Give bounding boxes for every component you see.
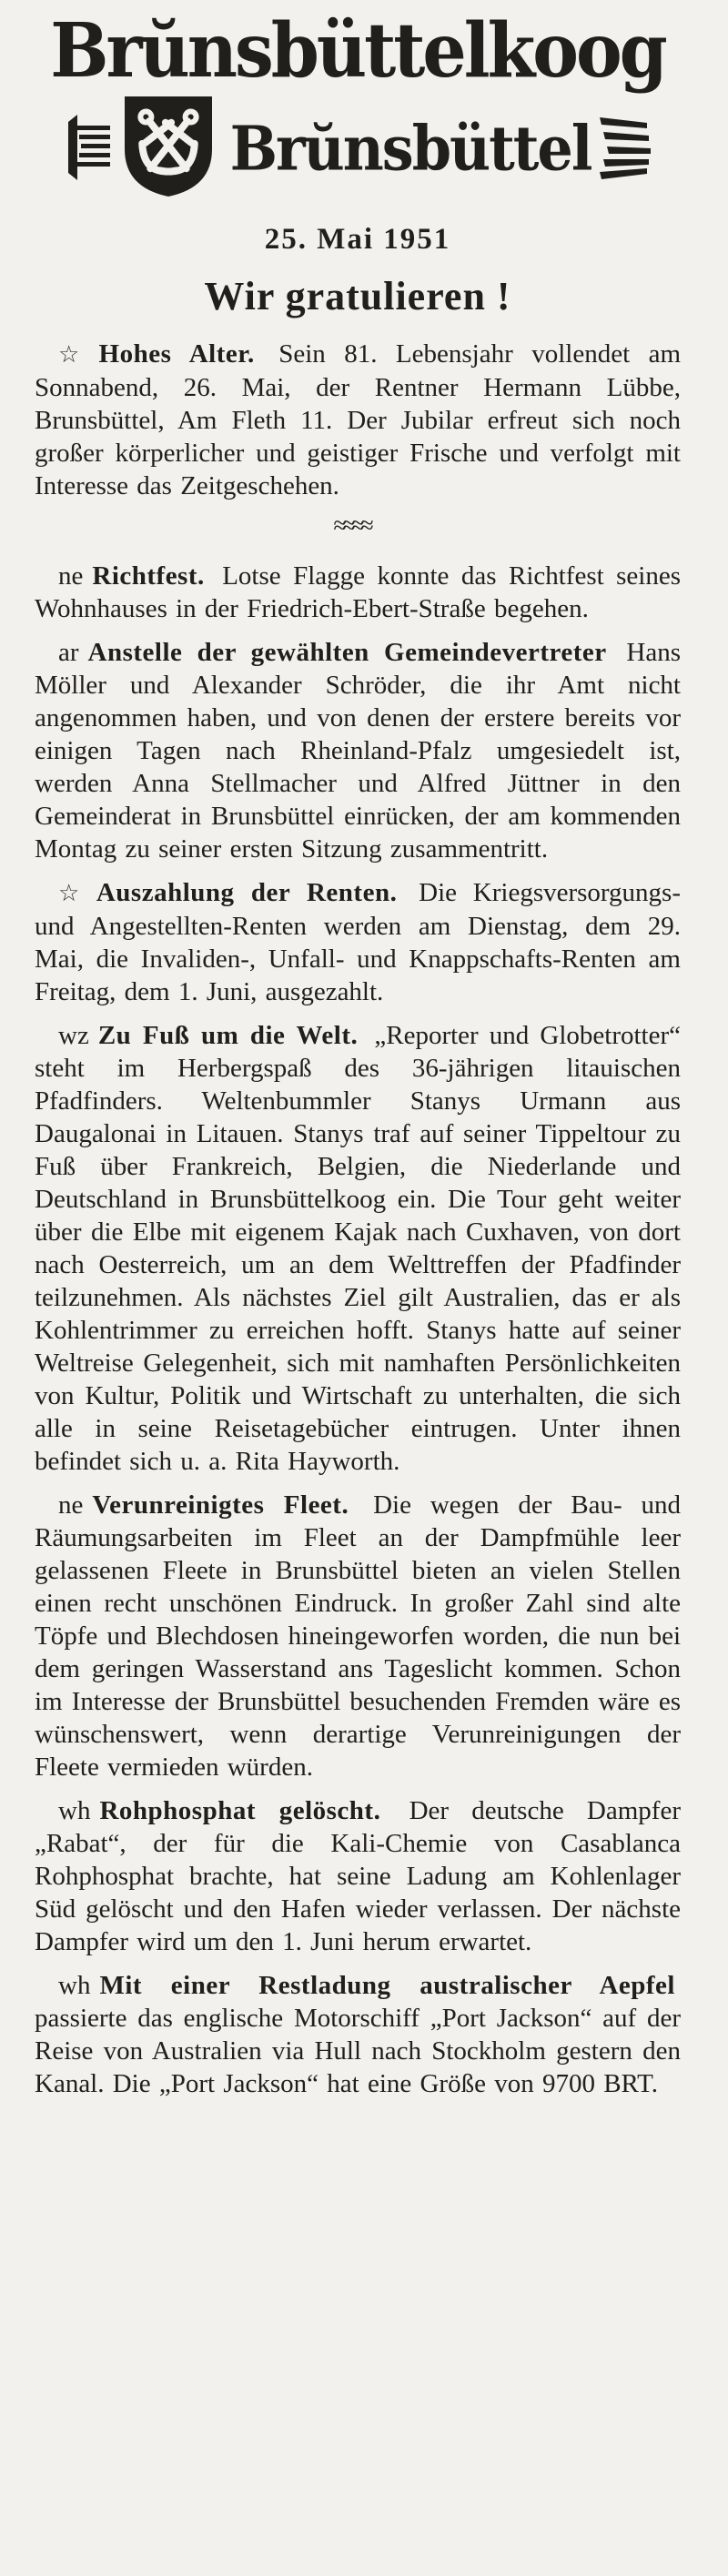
speed-lines-left-icon [65,106,112,192]
correspondent-marker: wh [58,1796,91,1826]
article-lead: Zu Fuß um die Welt. [97,1021,359,1051]
article-lead: Auszahlung der Renten. [96,878,398,908]
article-port-jackson [35,1969,681,2100]
masthead-row2 [35,91,681,207]
article-zu-fuss-um-die-welt [35,1019,681,1478]
article-body: Lotse Flagge konnte das Richtfest seines Wohnhauses in der Friedrich-Ebert-Straße begehen. [35,561,681,624]
masthead-subtitle: Brŭnsbüttel [229,113,592,186]
shield-crossed-anchors-icon [117,91,219,207]
article-lead: Rohphosphat gelöscht. [99,1796,381,1826]
star-marker-icon: ☆ [58,341,90,369]
article-hohes-alter [35,338,681,502]
article-body: Hans Möller und Alexander Schröder, die ihr Amt nicht angenommen haben, und von denen der erstere bereits vor einigen Tagen nach Rheinland-Pfalz umgesiedelt ist, werden Anna Stellmacher und Alfred Jüttner in den Gemeinderat in Brunsbüttel einrücken, der am kommenden Montag zu seiner ersten Sitzung zusammentritt. [35,638,681,864]
article-lead: Richtfest. [92,561,205,591]
squiggle-separator-icon: ≈≈≈≈ [333,511,369,540]
article-rohphosphat [35,1794,681,1958]
article-body: Der deutsche Dampfer „Rabat“, der für die Kali-Chemie von Casablanca Rohphosphat brachte, hat seine Ladung am Kohlenlager Süd gelöscht und den Hafen wieder verlassen. Der nächste Dampfer wird um den 1. Juni herum erwartet. [35,1796,681,1957]
correspondent-marker: wh [58,1971,91,2001]
article-body: passierte das englische Motorschiff „Port Jackson“ auf der Reise von Australien via Hull nach Stockholm gestern den Kanal. Die „Port Jackson“ hat eine Größe von 9700 BRT. [35,2004,681,2099]
article-richtfest [35,560,681,625]
correspondent-marker: ar [58,638,79,668]
article-lead: Verunreinigtes Fleet. [92,1490,349,1520]
article-body: Die Kriegsversorgungs- und Angestellten-Renten werden am Dienstag, dem 29. Mai, die Invaliden-, Unfall- und Knappschafts-Renten am Freitag, dem 1. Juni, ausgezahlt. [35,878,681,1007]
correspondent-marker: ne [58,561,84,591]
star-marker-icon: ☆ [58,880,87,907]
article-lead: Hohes Alter. [98,339,255,369]
article-lead: Anstelle der gewählten Gemeindevertreter [87,638,607,668]
masthead-title: Brŭnsbüttelkoog [50,6,665,95]
articles-column [35,338,681,2100]
masthead [35,6,681,207]
article-body: Sein 81. Lebensjahr vollendet am Sonnabend, 26. Mai, der Rentner Hermann Lübbe, Brunsbüttel, Am Fleth 11. Der Jubilar erfreut sich noch großer körperlicher und geistiger Frische und verfolgt mit Interesse das Zeitgeschehen. [35,339,682,501]
article-body: „Reporter und Globetrotter“ steht im Herbergspaß des 36-jährigen litauischen Pfadfinders. Weltenbummler Stanys Urmann aus Daugalonai in Litauen. Stanys traf auf seiner Tippeltour zu Fuß über Frankreich, Belgien, die Niederlande und Deutschland in Brunsbüttelkoog ein. Die Tour geht weiter über die Elbe mit eigenem Kajak nach Cuxhaven, von dort nach Oesterreich, um an dem Welttreffen der Pfadfinder teilzunehmen. Als nächstes Ziel gilt Australien, das er als Kohlentrimmer zu erreichen hofft. Stanys hatte auf seiner Weltreise Gelegenheit, sich mit namhaften Persönlichkeiten von Kultur, Politik und Wirtschaft zu unterhalten, die sich alle in seine Reisetagebücher eintrugen. Unter ihnen befindet sich u. a. Rita Hayworth. [35,1021,681,1477]
article-verunreinigtes-fleet [35,1489,681,1783]
correspondent-marker: wz [58,1021,89,1051]
speed-lines-right-icon [600,110,651,187]
article-lead: Mit einer Restladung australischer Aepfel [99,1971,675,2001]
article-gemeindevertreter [35,636,681,865]
page-headline: Wir gratulieren ! [204,274,511,319]
dateline: 25. Mai 1951 [264,223,451,257]
article-body: Die wegen der Bau- und Räumungsarbeiten im Fleet an der Dampfmühle leer gelassenen Fleete in Brunsbüttel bieten an vielen Stellen einen recht unschönen Eindruck. In großer Zahl sind alte Töpfe und Blechdosen hineingeworfen worden, die nun bei dem geringen Wasserstand ans Tageslicht kommen. Schon im Interesse der Brunsbüttel besuchenden Fremden wäre es wünschenswert, wenn derartige Verunreinigungen der Fleete vermieden würden. [35,1490,681,1783]
article-auszahlung-renten [35,876,681,1008]
correspondent-marker: ne [58,1490,84,1520]
